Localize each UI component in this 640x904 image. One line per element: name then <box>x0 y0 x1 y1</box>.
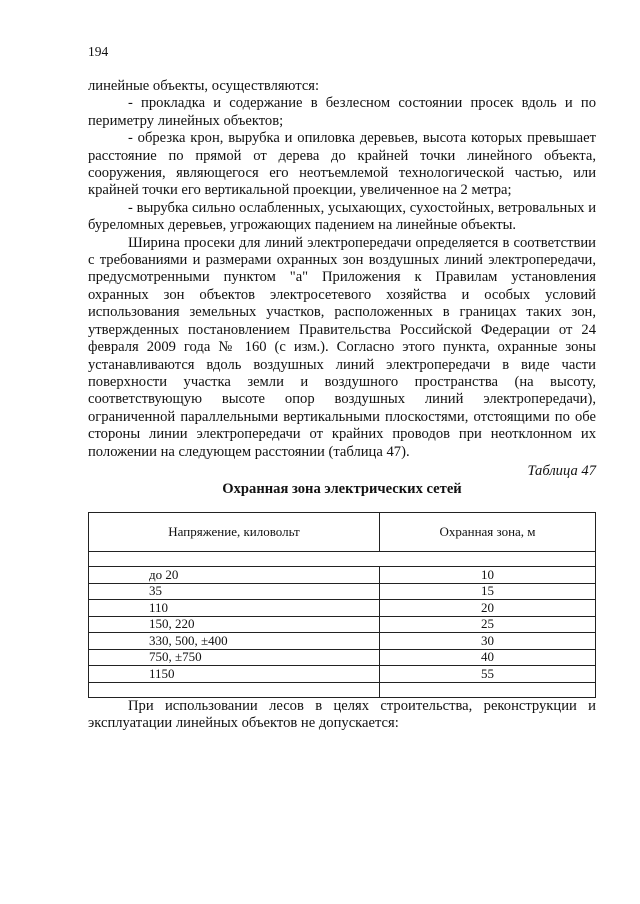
table-row <box>89 633 596 650</box>
voltage-cell: 1150 <box>89 666 380 683</box>
clearing-width-paragraph: Ширина просеки для линий электропередачи определяется в соответствии с требованиями и размерами охранных зон воздушных линий электропередачи, предусмотренными пунктом "а" Приложения к Правилам установления охранных зон объектов электросетевого хозяйства и особых условий использования земельных участков, расположенных в границах таких зон, утвержденных постановлением Правительства Российской Федерации от 24 февраля 2009 года № 160 (с изм.). Согласно этого пункта, охранные зоны устанавливаются вдоль воздушных линий электропередачи в виде части поверхности участка земли и воздушного пространства (на высоту, соответствующую высоте опор воздушных линий электропередачи), ограниченной параллельными вертикальными плоскостями, отстоящими по обе стороны линии электропередачи от крайних проводов при неотклонном их положении на следующем расстоянии (таблица 47). <box>88 234 596 460</box>
voltage-cell: до 20 <box>89 567 380 584</box>
table-spacer-row <box>89 551 596 567</box>
table-label: Таблица 47 <box>527 462 596 479</box>
zone-cell: 20 <box>380 600 596 617</box>
voltage-cell: 150, 220 <box>89 616 380 633</box>
zone-cell: 40 <box>380 649 596 666</box>
protection-zone-table <box>88 512 596 698</box>
table-row <box>89 583 596 600</box>
spacer-cell <box>89 551 596 567</box>
zone-cell: 55 <box>380 666 596 683</box>
zone-cell: 10 <box>380 567 596 584</box>
zone-cell: 15 <box>380 583 596 600</box>
table-row <box>89 567 596 584</box>
voltage-cell: 330, 500, ±400 <box>89 633 380 650</box>
table-header-row <box>89 512 596 551</box>
document-body <box>88 78 596 733</box>
table-row <box>89 666 596 683</box>
table-row <box>89 649 596 666</box>
spacer-cell <box>89 682 380 697</box>
list-item-clearing: - прокладка и содержание в безлесном состоянии просек вдоль и по периметру линейных объектов; <box>88 95 596 129</box>
voltage-cell: 110 <box>89 600 380 617</box>
zone-cell: 25 <box>380 616 596 633</box>
table-spacer-row <box>89 682 596 697</box>
header-voltage: Напряжение, киловольт <box>89 512 380 551</box>
zone-cell: 30 <box>380 633 596 650</box>
closing-paragraph: При использовании лесов в целях строительства, реконструкции и эксплуатации линейных объектов не допускается: <box>88 697 596 732</box>
page-number: 194 <box>88 44 109 59</box>
header-zone: Охранная зона, м <box>380 512 596 551</box>
table-title: Охранная зона электрических сетей <box>222 481 462 498</box>
table-row <box>89 616 596 633</box>
list-item-pruning: - обрезка крон, вырубка и опиловка деревьев, высота которых превышает расстояние по прямой от дерева до крайней точки линейного объекта, сооружения, являющегося его неотъемлемой технологической частью, или крайней точки его вертикальной проекции, увеличенное на 2 метра; <box>88 130 596 199</box>
voltage-cell: 750, ±750 <box>89 649 380 666</box>
table-row <box>89 600 596 617</box>
voltage-cell: 35 <box>89 583 380 600</box>
spacer-cell <box>380 682 596 697</box>
intro-paragraph: линейные объекты, осуществляются: <box>88 78 320 94</box>
list-item-felling: - вырубка сильно ослабленных, усыхающих, сухостойных, ветровальных и буреломных деревьев, угрожающих падением на линейные объекты. <box>88 199 596 234</box>
